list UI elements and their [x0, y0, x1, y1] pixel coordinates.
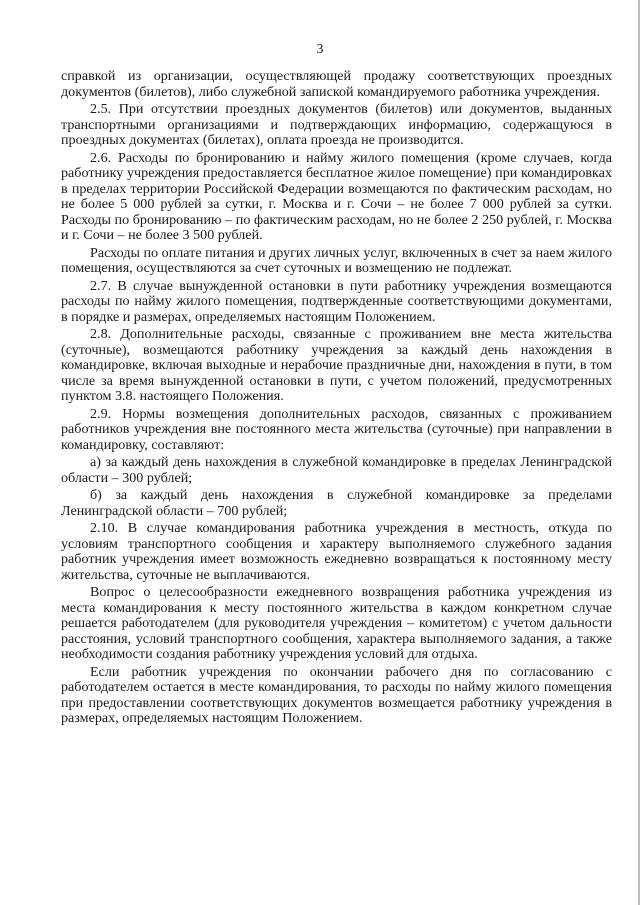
paragraph-2-7: 2.7. В случае вынужденной остановки в пути работнику учреждения возмещаются расходы по найму жилого помещения, подтвержденные соответствующими документами, в порядке и размерах, определяемых настоящим Положением. — [61, 277, 612, 325]
paragraph-2-10: 2.10. В случае командирования работника учреждения в местность, откуда по условиям транспортного сообщения и характеру выполняемого служебного задания работник учреждения имеет возможность ежедневно возвращаться к постоянному месту жительства, суточные не выплачиваются. — [61, 520, 612, 583]
paragraph-2-9-a: а) за каждый день нахождения в служебной командировке в пределах Ленинградской области – 300 рублей; — [61, 454, 612, 486]
document-body — [61, 69, 612, 729]
paragraph-2-5: 2.5. При отсутствии проездных документов (билетов) или документов, выданных транспортными организациями и подтверждающих информацию, содержащуюся в проездных документах (билетах), оплата проезда не производится. — [61, 101, 612, 148]
paragraph-2-6: 2.6. Расходы по бронированию и найму жилого помещения (кроме случаев, когда работнику учреждения предоставляется бесплатное жилое помещение) при командировках в пределах территории Российской Федерации возмещаются по фактическим расходам, но не более 5 000 рублей за сутки, г. Москва и г. Сочи – не более 7 000 рублей за сутки. Расходы по бронированию – по фактическим расходам, но не более 2 250 рублей, г. Москва и г. Сочи – не более 3 500 рублей. — [61, 149, 612, 243]
paragraph-2-6-meals: Расходы по оплате питания и других личных услуг, включенных в счет за наем жилого помещения, осуществляются за счет суточных и возмещению не подлежат. — [61, 244, 612, 276]
paragraph-2-10-overnight: Если работник учреждения по окончании рабочего дня по согласованию с работодателем остается в месте командирования, то расходы по найму жилого помещения при предоставлении соответствующих документов возмещается работнику учреждения в размерах, определяемых настоящим Положением. — [61, 663, 612, 726]
paragraph-2-8: 2.8. Дополнительные расходы, связанные с проживанием вне места жительства (суточные), возмещаются работнику учреждения за каждый день нахождения в командировке, включая выходные и нерабочие праздничные дни, нахождения в пути, в том числе за время вынужденной остановки в пути, с учетом положений, предусмотренных пунктом 3.8. настоящего Положения. — [61, 326, 612, 404]
paragraph-continuation: справкой из организации, осуществляющей продажу соответствующих проездных документов (билетов), либо служебной запиской командируемого работника учреждения. — [61, 68, 612, 100]
paragraph-2-9-b: б) за каждый день нахождения в служебной командировке за пределами Ленинградской области – 700 рублей; — [61, 487, 612, 519]
paragraph-2-9: 2.9. Нормы возмещения дополнительных расходов, связанных с проживанием работников учреждения вне постоянного места жительства (суточные) при направлении в командировку, составляют: — [61, 405, 612, 453]
page-number: 3 — [316, 41, 324, 56]
paragraph-2-10-return-question: Вопрос о целесообразности ежедневного возвращения работника учреждения из места командирования к месту постоянного жительства в каждом конкретном случае решается работодателем (для руководителя учреждения – комитетом) с учетом дальности расстояния, условий транспортного сообщения, характера выполняемого задания, а также необходимости создания работнику учреждения условий для отдыха. — [61, 584, 612, 662]
